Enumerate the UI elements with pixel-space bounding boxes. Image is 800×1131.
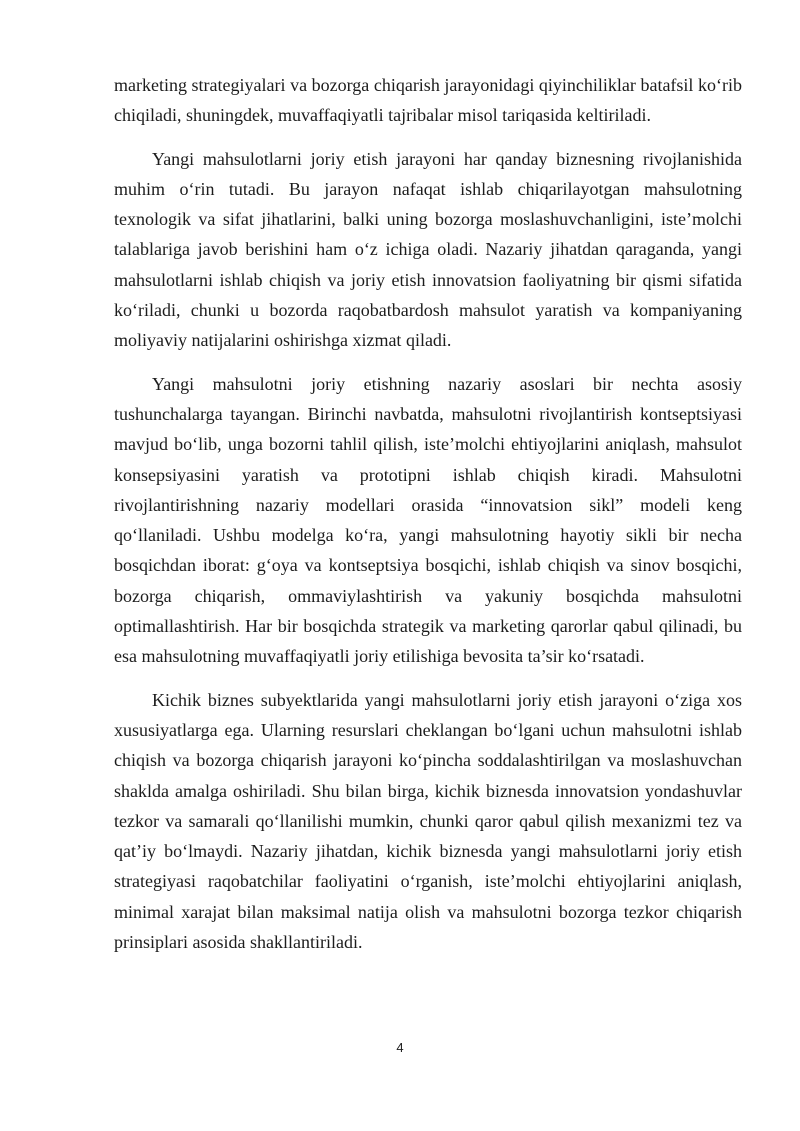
paragraph-3: Yangi mahsulotni joriy etishning nazariy asoslari bir nechta asosiy tushunchalarga tayangan. Birinchi navbatda, mahsulotni rivojlantirish kontseptsiyasi mavjud bo‘lib, unga bozorni tahlil qilish, iste’molchi ehtiyojlarini aniqlash, mahsulot konsepsiyasini yaratish va prototipni ishlab chiqish kiradi. Mahsulotni rivojlantirishning nazariy modellari orasida “innovatsion sikl” modeli keng qo‘llaniladi. Ushbu modelga ko‘ra, yangi mahsulotning hayotiy sikli bir necha bosqichdan iborat: g‘oya va kontseptsiya bosqichi, ishlab chiqish va sinov bosqichi, bozorga chiqarish, ommaviylashtirish va yakuniy bosqichda mahsulotni optimallashtirish. Har bir bosqichda strategik va marketing qarorlar qabul qilinadi, bu esa mahsulotning muvaffaqiyatli joriy etilishiga bevosita ta’sir ko‘rsatadi. bbox=[114, 373, 742, 667]
page-number: 4 bbox=[396, 1040, 404, 1055]
paragraph-2: Yangi mahsulotlarni joriy etish jarayoni har qanday biznesning rivojlanishida muhim o‘rin tutadi. Bu jarayon nafaqat ishlab chiqarilayotgan mahsulotning texnologik va sifat jihatlarini, balki uning bozorga moslashuvchanligini, iste’molchi talablariga javob berishini ham o‘z ichiga oladi. Nazariy jihatdan qaraganda, yangi mahsulotlarni ishlab chiqish va joriy etish innovatsion faoliyatning bir qismi sifatida ko‘riladi, chunki u bozorda raqobatbardosh mahsulot yaratish va kompaniyaning moliyaviy natijalarini oshirishga xizmat qiladi. bbox=[114, 148, 742, 351]
paragraph-1: marketing strategiyalari va bozorga chiqarish jarayonidagi qiyinchiliklar batafsil ko‘rib chiqiladi, shuningdek, muvaffaqiyatli tajribalar misol tariqasida keltiriladi. bbox=[114, 75, 742, 126]
paragraph-4: Kichik biznes subyektlarida yangi mahsulotlarni joriy etish jarayoni o‘ziga xos xususiyatlarga ega. Ularning resurslari cheklangan bo‘lgani uchun mahsulotni ishlab chiqish va bozorga chiqarish jarayoni ko‘pincha soddalashtirilgan va moslashuvchan shaklda amalga oshiriladi. Shu bilan birga, kichik biznesda innovatsion yondashuvlar tezkor va samarali qo‘llanilishi mumkin, chunki qaror qabul qilish mexanizmi tez va qat’iy bo‘lmaydi. Nazariy jihatdan, kichik biznesda yangi mahsulotlarni joriy etish strategiyasi raqobatchilar faoliyatini o‘rganish, iste’molchi ehtiyojlarini aniqlash, minimal xarajat bilan maksimal natija olish va mahsulotni bozorga tezkor chiqarish prinsiplari asosida shakllantiriladi. bbox=[114, 689, 742, 953]
body-text bbox=[114, 70, 742, 970]
